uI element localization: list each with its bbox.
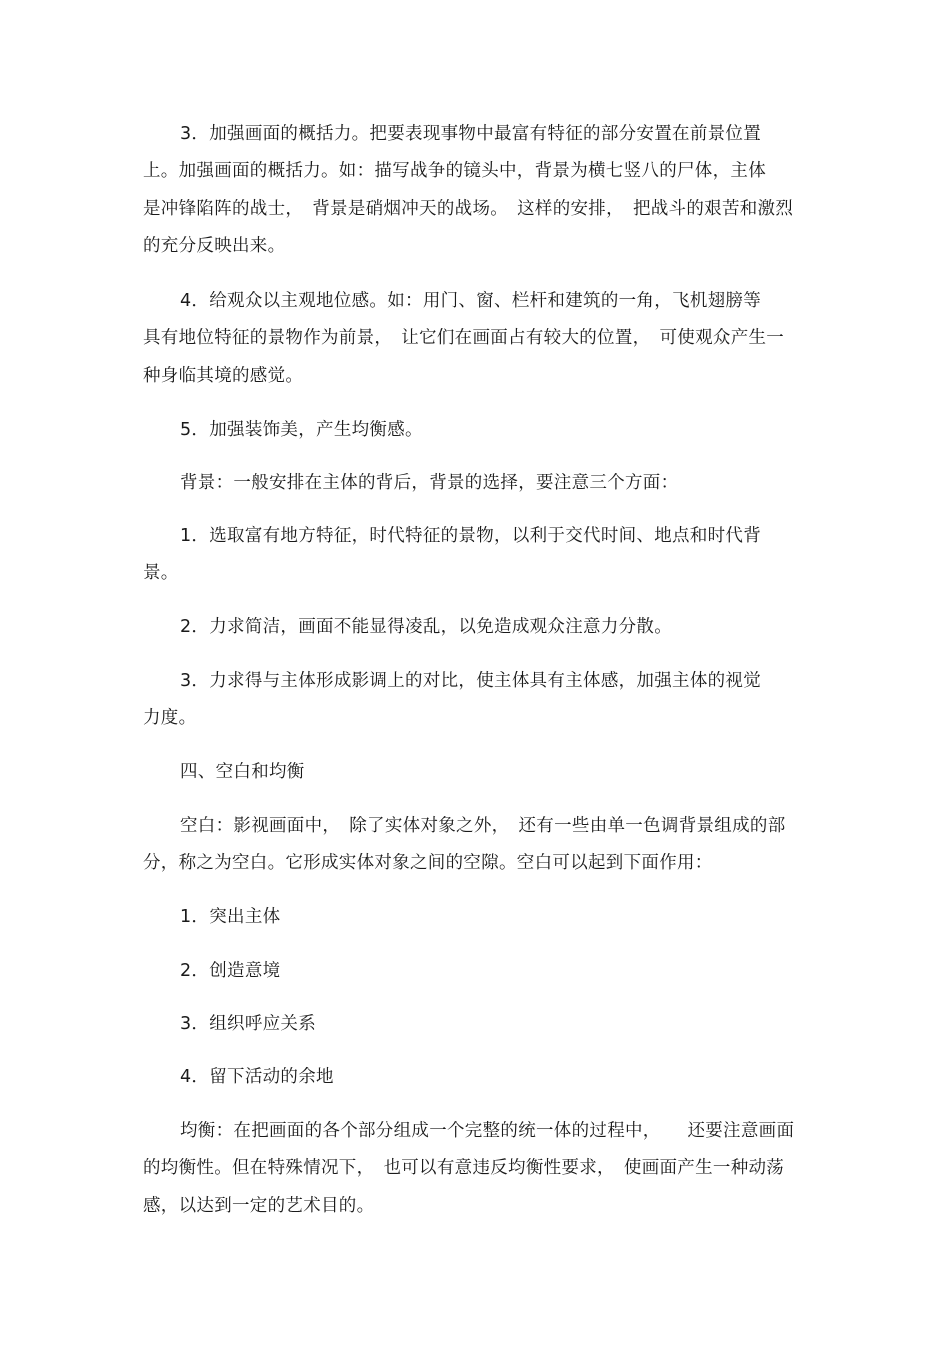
text-line: 景。 [143,563,179,583]
text-line: 1．选取富有地方特征，时代特征的景物，以利于交代时间、地点和时代背 [180,526,762,546]
text-line: 上。加强画面的概括力。如：描写战争的镜头中，背景为横七竖八的尸体，主体 [143,161,766,181]
text-line: 4．给观众以主观地位感。如：用门、窗、栏杆和建筑的一角，飞机翅膀等 [180,291,762,311]
text-line: 空白：影视画面中， 除了实体对象之外， 还有一些由单一色调背景组成的部 [180,816,786,836]
text-line: 分，称之为空白。它形成实体对象之间的空隙。空白可以起到下面作用： [143,853,713,873]
text-line: 5．加强装饰美，产生均衡感。 [180,420,423,440]
text-line: 均衡：在把画面的各个部分组成一个完整的统一体的过程中， 还要注意画面 [180,1121,795,1141]
text-line: 背景：一般安排在主体的背后，背景的选择，要注意三个方面： [180,473,679,493]
text-line: 4．留下活动的余地 [180,1067,334,1087]
text-line: 种身临其境的感觉。 [143,366,304,386]
text-line: 3．加强画面的概括力。把要表现事物中最富有特征的部分安置在前景位置 [180,124,762,144]
text-line: 3．组织呼应关系 [180,1014,317,1034]
section-heading-text: 四、空白和均衡 [180,762,305,782]
text-line: 的均衡性。但在特殊情况下， 也可以有意违反均衡性要求， 使画面产生一种动荡 [143,1158,785,1178]
text-line: 2．力求简洁，画面不能显得凌乱，以免造成观众注意力分散。 [180,617,673,637]
text-line: 具有地位特征的景物作为前景， 让它们在画面占有较大的位置， 可使观众产生一 [143,328,785,348]
text-line: 1．突出主体 [180,907,281,927]
text-line: 的充分反映出来。 [143,236,286,256]
text-line: 感，以达到一定的艺术目的。 [143,1196,375,1216]
text-line: 力度。 [143,708,197,728]
text-line: 3．力求得与主体形成影调上的对比，使主体具有主体感，加强主体的视觉 [180,671,762,691]
text-line: 2．创造意境 [180,961,281,981]
text-line: 是冲锋陷阵的战士， 背景是硝烟冲天的战场。 这样的安排， 把战斗的艰苦和激烈 [143,199,794,219]
